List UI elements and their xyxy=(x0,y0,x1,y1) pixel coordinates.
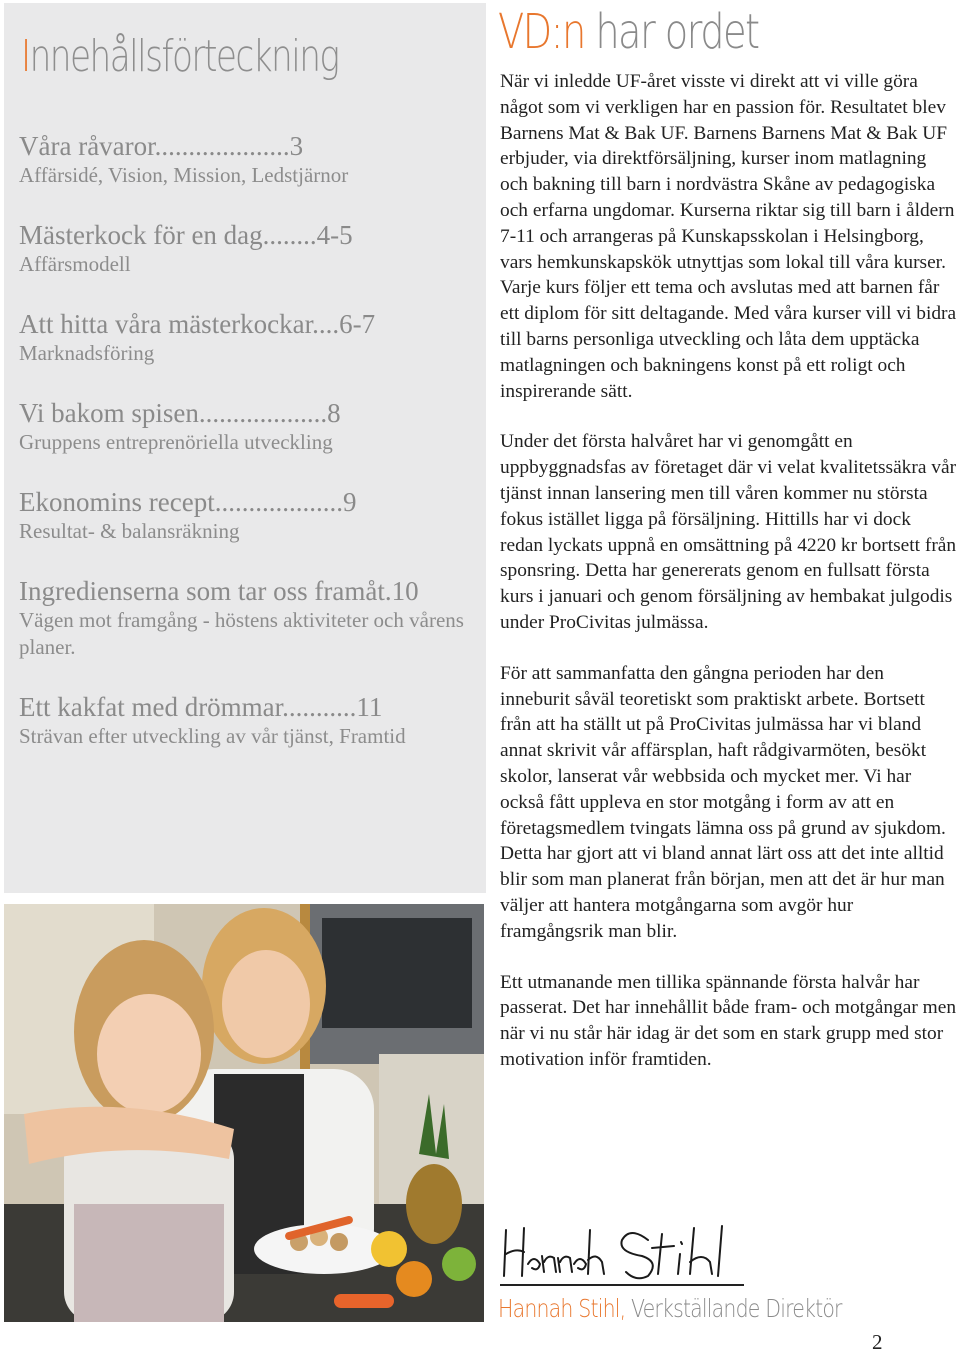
toc-entry-subtitle: Strävan efter utveckling av vår tjänst, Framtid xyxy=(19,724,406,748)
toc-entry-title: Ett kakfat med drömmar xyxy=(19,692,283,722)
toc-entry-subtitle: Vägen mot framgång - höstens aktiviteter och vårens planer. xyxy=(19,608,464,659)
toc-entry-page: 11 xyxy=(356,692,383,722)
handwritten-signature xyxy=(498,1218,748,1284)
kitchen-photo xyxy=(4,904,484,1322)
signer-credit xyxy=(498,1294,842,1323)
toc-entry-subtitle: Marknadsföring xyxy=(19,341,155,365)
toc-entry[interactable] xyxy=(19,220,489,278)
toc-entry-heading xyxy=(19,576,489,606)
article-paragraph: När vi inledde UF-året visste vi direkt att vi ville göra något som vi verkligen har en passion för. Resultatet blev Barnens Mat & Bak UF. Barnens Barnens Mat & Bak UF erbjuder, via direktförsäljning, kurser inom matlagning och bakning till barn i nordvästra Skåne av pedagogiska och erfarna ungdomar. Kurserna riktar sig till barn i åldern 7-11 och arrangeras på Kunskapsskolan i Helsingborg, vars hemkunskapskök utnyttjas som lokal till våra kurser. Varje kurs följer ett tema och avslutas med att barnen får ett diplom för sitt deltagande. Med våra kurser vill vi bidra till barns personliga utveckling och låta dem upptäcka matlagningen och bakningens konst på ett roligt och inspirerande sätt. xyxy=(500,71,957,402)
article-heading-rest: har ordet xyxy=(584,4,759,60)
toc-entry-page: 6-7 xyxy=(339,309,376,339)
toc-entry-heading xyxy=(19,131,489,161)
toc-panel xyxy=(4,3,486,893)
article-heading xyxy=(498,4,758,60)
toc-entry-subtitle: Affärsidé, Vision, Mission, Ledstjärnor xyxy=(19,163,349,187)
article-paragraph: För att sammanfatta den gångna perioden har den inneburit såväl teoretiskt som praktiskt arbete. Bortsett från att ha ställt ut på ProCivitas julmässa har vi bland annat skrivit vår affärsplan, haft rådgivarmöten, besökt skolor, lanserat vår webbsida och mycket mer. Vi har också fått uppleva en stor motgång i form av att en företagsmedlem tvingats lämna oss på grund av sjukdom. Detta har gjort att vi bland annat lärt oss att det inte alltid blir som man planerat från början, men att det är hur man väljer att hantera motgångarna som avgör hur framgångsrik man blir. xyxy=(500,662,946,942)
article-paragraph: Ett utmanande men tillika spännande första halvår har passerat. Det har innehållit både fram- och motgångar men när vi nu står här idag är det som en stark grupp med stor motivation inför framtiden. xyxy=(500,971,957,1070)
signer-title: Verkställande Direktör xyxy=(625,1294,842,1323)
toc-entry-title: Vi bakom spisen xyxy=(19,398,199,428)
toc-entry-dots: ................... xyxy=(214,487,343,517)
toc-entry-page: 10 xyxy=(391,576,419,606)
toc-title-initial: I xyxy=(21,31,30,82)
kitchen-photo-illustration xyxy=(4,904,484,1322)
toc-entry-page: 3 xyxy=(289,131,304,161)
toc-entry[interactable] xyxy=(19,487,489,545)
toc-entry[interactable] xyxy=(19,692,489,750)
toc-entry-subtitle: Affärsmodell xyxy=(19,252,131,276)
article-paragraph: Under det första halvåret har vi genomgått en uppbyggnadsfas av företaget där vi velat kvalitetssäkra vår tjänst innan lansering men till våren kommer nu största fokus istället ligga på försäljning. Hittills har vi dock redan lyckats uppnå en omsättning på 4220 kr bortsett från sponsring. Detta har genererats genom en fullsatt första kurs i januari och genom försäljning av hembakat julgodis under ProCivitas julmässa. xyxy=(500,431,957,633)
toc-entry-subtitle: Gruppens entreprenöriella utveckling xyxy=(19,430,333,454)
toc-entry-heading xyxy=(19,309,489,339)
toc-entry-heading xyxy=(19,220,489,250)
toc-title-rest: nnehållsförteckning xyxy=(29,31,339,82)
toc-entry-page: 8 xyxy=(327,398,341,428)
toc-entry[interactable] xyxy=(19,576,489,661)
toc-entry-page: 4-5 xyxy=(316,220,353,250)
toc-entry-dots: ........ xyxy=(262,220,317,250)
toc-entry-title: Ingredienserna som tar oss framåt. xyxy=(19,576,392,606)
toc-entry-heading xyxy=(19,487,489,517)
toc-entry-title: Att hitta våra mästerkockar xyxy=(19,309,313,339)
toc-entry-dots: .................... xyxy=(154,131,290,161)
toc-entry-dots: .... xyxy=(312,309,340,339)
toc-entry-dots: ................... xyxy=(198,398,328,428)
toc-entry[interactable] xyxy=(19,131,489,189)
toc-entry-title: Våra råvaror xyxy=(19,131,155,161)
article-body xyxy=(500,69,958,1098)
signature-line xyxy=(500,1284,744,1286)
toc-entry-heading xyxy=(19,692,489,722)
toc-entry-title: Ekonomins recept xyxy=(19,487,215,517)
signer-name: Hannah Stihl, xyxy=(498,1294,626,1323)
toc-entry[interactable] xyxy=(19,309,489,367)
toc-title xyxy=(21,31,338,82)
toc-entry-heading xyxy=(19,398,489,428)
article-heading-accent: VD:n xyxy=(498,4,585,60)
toc-entry-title: Mästerkock för en dag xyxy=(19,220,263,250)
toc-entry-page: 9 xyxy=(342,487,357,517)
toc-entry-dots: ........... xyxy=(282,692,357,722)
toc-entry[interactable] xyxy=(19,398,489,456)
page-number: 2 xyxy=(872,1330,883,1354)
toc-entry-subtitle: Resultat- & balansräkning xyxy=(19,519,240,543)
